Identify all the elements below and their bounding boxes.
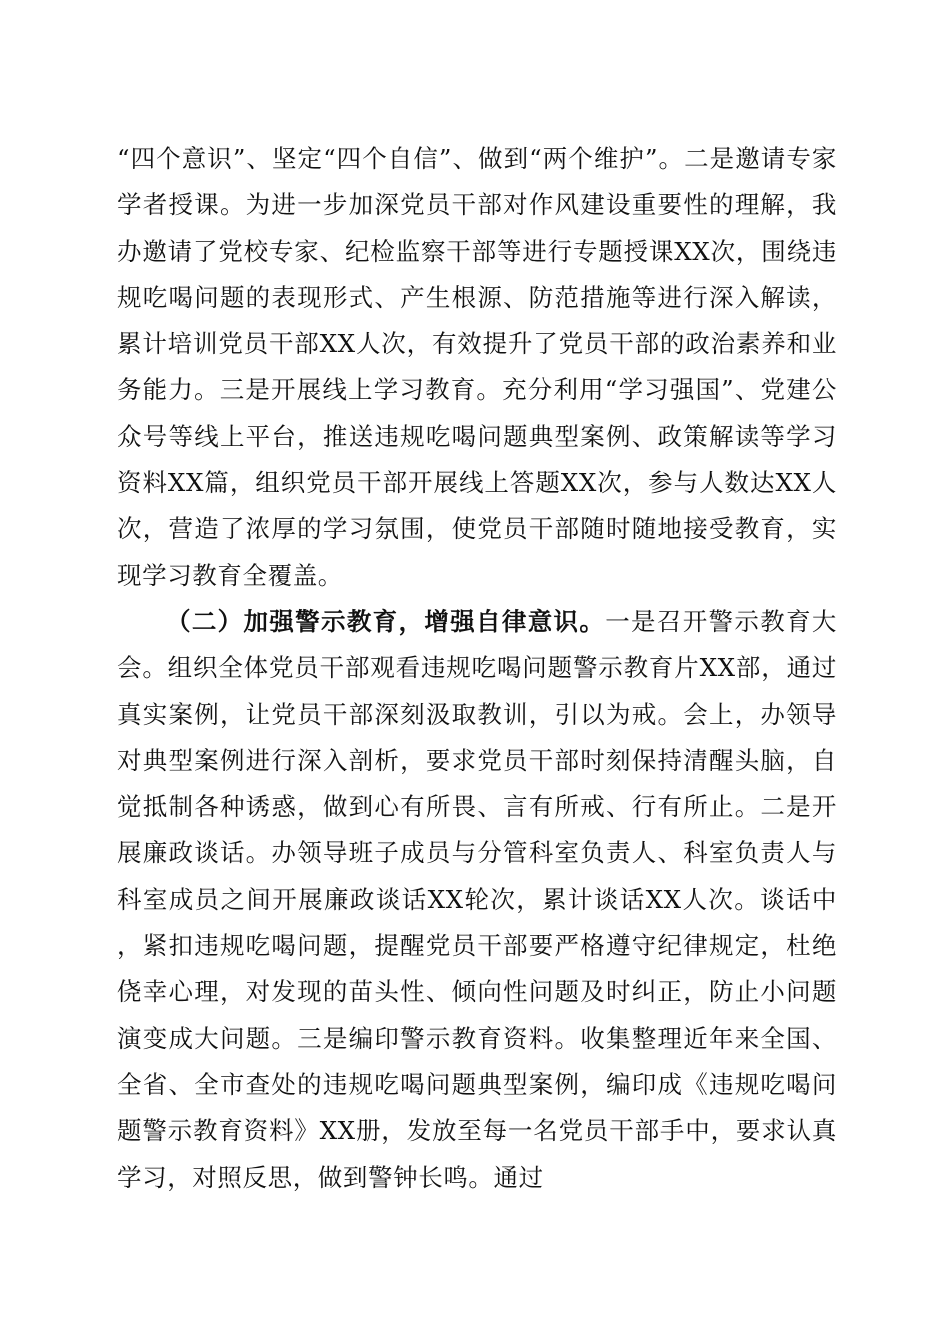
paragraph-text: “四个意识”、坚定“四个自信”、做到“两个维护”。二是邀请专家学者授课。为进一步加深党员干部对作风建设重要性的理解，我办邀请了党校专家、纪检监察干部等进行专题授课XX次，围绕违规吃喝问题的表现形式、产生根源、防范措施等进行深入解读，累计培训党员干部XX人次，有效提升了党员干部的政治素养和业务能力。三是开展线上学习教育。充分利用“学习强国”、党建公众号等线上平台，推送违规吃喝问题典型案例、政策解读等学习资料XX篇，组织党员干部开展线上答题XX次，参与人数达XX人次，营造了浓厚的学习氛围，使党员干部随时随地接受教育，实现学习教育全覆盖。: [117, 144, 837, 590]
section-heading: （二）加强警示教育，增强自律意识。: [166, 606, 606, 636]
paragraph-continuation: [117, 136, 837, 599]
paragraph-text: 一是召开警示教育大会。组织全体党员干部观看违规吃喝问题警示教育片XX部，通过真实案例，让党员干部深刻汲取教训，引以为戒。会上，办领导对典型案例进行深入剖析，要求党员干部时刻保持清醒头脑，自觉抵制各种诱惑，做到心有所畏、言有所戒、行有所止。二是开展廉政谈话。办领导班子成员与分管科室负责人、科室负责人与科室成员之间开展廉政谈话XX轮次，累计谈话XX人次。谈话中，紧扣违规吃喝问题，提醒党员干部要严格遵守纪律规定，杜绝侥幸心理，对发现的苗头性、倾向性问题及时纠正，防止小问题演变成大问题。三是编印警示教育资料。收集整理近年来全国、全省、全市查处的违规吃喝问题典型案例，编印成《违规吃喝问题警示教育资料》XX册，发放至每一名党员干部手中，要求认真学习，对照反思，做到警钟长鸣。通过: [117, 606, 838, 1192]
paragraph-warning-education: [117, 599, 837, 1201]
document-body: [117, 136, 837, 1201]
